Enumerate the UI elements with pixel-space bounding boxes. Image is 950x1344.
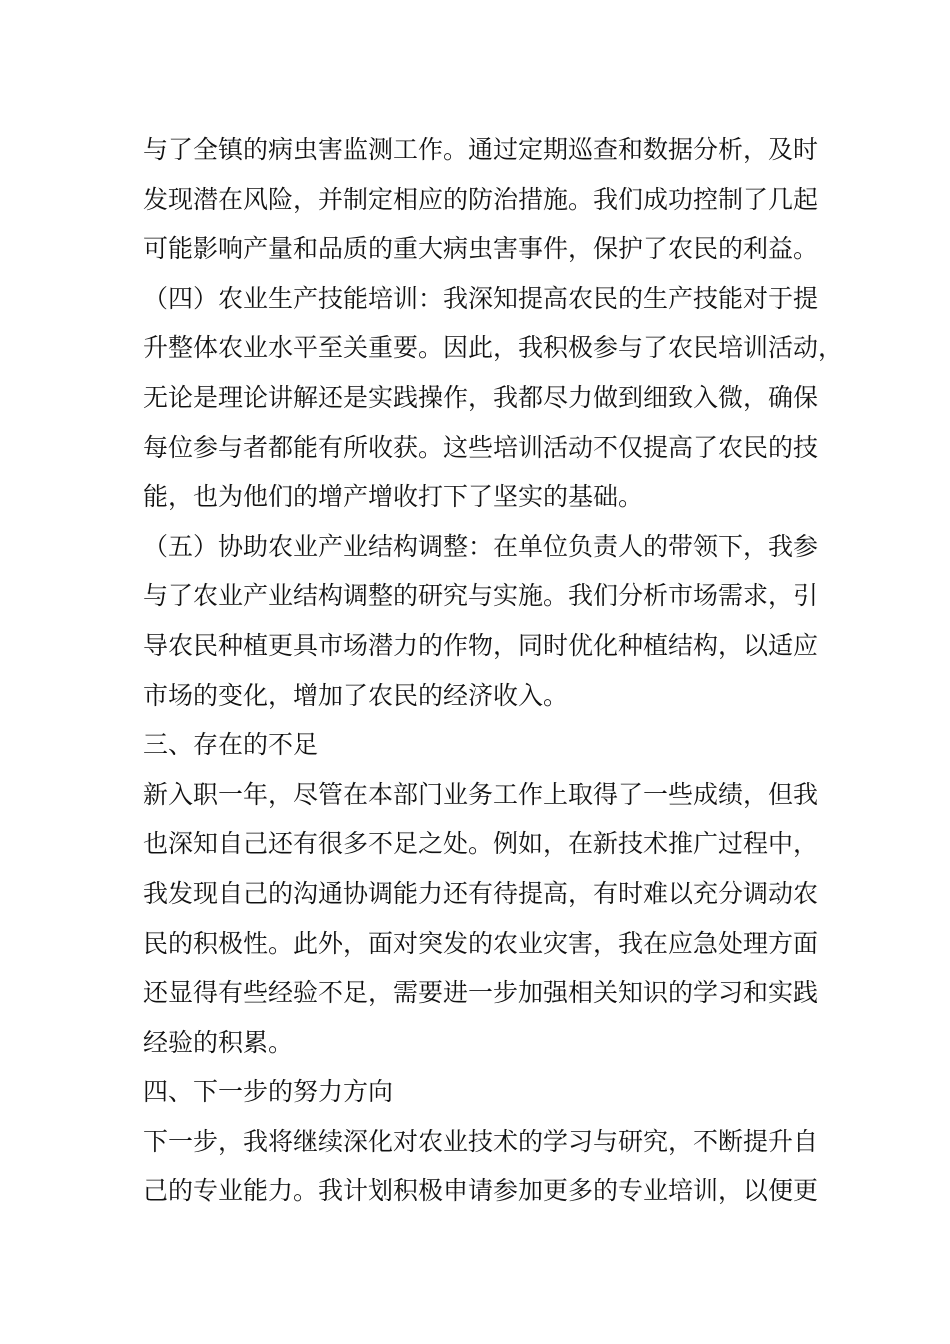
text-line: 也深知自己还有很多不足之处。例如，在新技术推广过程中，	[143, 829, 819, 859]
text-line: 升整体农业水平至关重要。因此，我积极参与了农民培训活动，	[143, 333, 844, 363]
document-body	[143, 125, 844, 1216]
section-heading: 三、存在的不足	[143, 730, 319, 760]
section-item-heading-line: （五）协助农业产业结构调整：在单位负责人的带领下，我参	[143, 531, 819, 561]
text-line: 无论是理论讲解还是实践操作，我都尽力做到细致入微，确保	[143, 382, 819, 412]
text-line: 我发现自己的沟通协调能力还有待提高，有时难以充分调动农	[143, 878, 819, 908]
text-line: 发现潜在风险，并制定相应的防治措施。我们成功控制了几起	[143, 184, 819, 214]
section-heading: 四、下一步的努力方向	[143, 1077, 394, 1107]
text-line: 下一步，我将继续深化对农业技术的学习与研究，不断提升自	[143, 1126, 819, 1156]
text-line: 与了农业产业结构调整的研究与实施。我们分析市场需求，引	[143, 581, 819, 611]
text-line: 己的专业能力。我计划积极申请参加更多的专业培训，以便更	[143, 1176, 819, 1206]
text-line: 经验的积累。	[143, 1027, 294, 1057]
text-line: 新入职一年，尽管在本部门业务工作上取得了一些成绩，但我	[143, 779, 819, 809]
text-line: 能，也为他们的增产增收打下了坚实的基础。	[143, 482, 644, 512]
text-line: 市场的变化，增加了农民的经济收入。	[143, 680, 569, 710]
text-line: 民的积极性。此外，面对突发的农业灾害，我在应急处理方面	[143, 928, 819, 958]
text-line: 可能影响产量和品质的重大病虫害事件，保护了农民的利益。	[143, 234, 819, 264]
section-item-heading-line: （四）农业生产技能培训：我深知提高农民的生产技能对于提	[143, 283, 819, 313]
text-line: 还显得有些经验不足，需要进一步加强相关知识的学习和实践	[143, 978, 819, 1008]
text-line: 与了全镇的病虫害监测工作。通过定期巡查和数据分析，及时	[143, 135, 819, 164]
text-line: 每位参与者都能有所收获。这些培训活动不仅提高了农民的技	[143, 432, 819, 462]
text-line: 导农民种植更具市场潜力的作物，同时优化种植结构，以适应	[143, 630, 819, 660]
